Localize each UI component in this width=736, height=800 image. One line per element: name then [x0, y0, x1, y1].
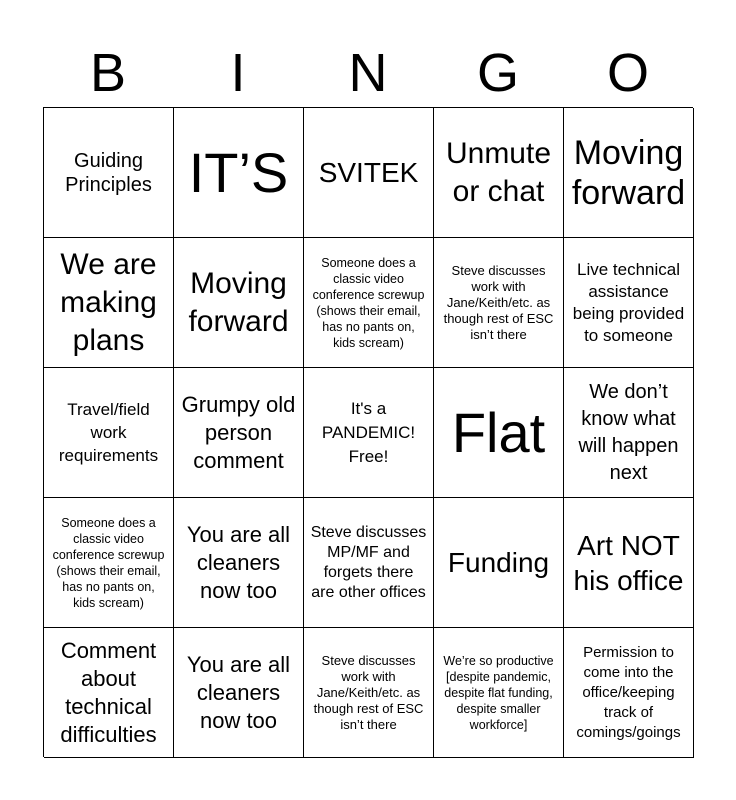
bingo-cell-r3c4[interactable]: [434, 368, 564, 498]
bingo-cell-r3c2[interactable]: [174, 368, 304, 498]
bingo-cell-text: Comment about technical difficulties: [60, 637, 157, 747]
header-letter-g: G: [476, 43, 519, 103]
bingo-cell-r2c5[interactable]: [564, 238, 694, 368]
bingo-cell-r2c1[interactable]: [44, 238, 174, 368]
bingo-cell-r1c2[interactable]: [174, 108, 304, 238]
bingo-cell-r4c4[interactable]: [434, 498, 564, 628]
header-letter-o: O: [606, 43, 649, 103]
bingo-cell-r4c3[interactable]: [304, 498, 434, 628]
bingo-cell-text: Someone does a classic video conference screwup (shows their email, has no pants on, kids scream): [52, 515, 165, 610]
bingo-cell-r1c3[interactable]: [304, 108, 434, 238]
bingo-cell-r1c4[interactable]: [434, 108, 564, 238]
bingo-cell-text: We don’t know what will happen next: [578, 380, 679, 484]
header-letter-n: N: [348, 43, 388, 103]
bingo-cell-text: We’re so productive [despite pandemic, despite flat funding, despite smaller workforce]: [443, 653, 554, 732]
bingo-cell-r4c1[interactable]: [44, 498, 174, 628]
bingo-cell-text: Guiding Principles: [65, 149, 152, 196]
bingo-cell-r5c5[interactable]: [564, 628, 694, 758]
bingo-cell-text: Travel/field work requirements: [58, 400, 159, 465]
bingo-cell-text: Unmute or chat: [445, 136, 552, 208]
bingo-cell-text: You are all cleaners now too: [186, 651, 291, 733]
bingo-cell-text: Someone does a classic video conference screwup (shows their email, has no pants on, kids scream): [312, 255, 425, 350]
bingo-cell-r3c3[interactable]: [304, 368, 434, 498]
bingo-cell-text: Permission to come into the office/keeping track of comings/goings: [576, 643, 681, 741]
bingo-cell-text: Flat: [451, 400, 546, 464]
bingo-cell-text: Moving forward: [571, 133, 686, 212]
bingo-cell-r1c5[interactable]: [564, 108, 694, 238]
bingo-header: [43, 38, 693, 108]
bingo-cell-r3c1[interactable]: [44, 368, 174, 498]
bingo-cell-r4c5[interactable]: [564, 498, 694, 628]
bingo-cell-text: We are making plans: [60, 247, 157, 357]
header-letter-i: I: [230, 43, 246, 103]
bingo-cell-text: Moving forward: [188, 266, 289, 338]
bingo-cell-text: Steve discusses MP/MF and forgets there are other offices: [310, 523, 427, 601]
bingo-cell-text: It's a PANDEMIC! Free!: [321, 398, 416, 466]
bingo-cell-r2c2[interactable]: [174, 238, 304, 368]
bingo-cell-r2c3[interactable]: [304, 238, 434, 368]
header-letter-b: B: [89, 43, 127, 103]
bingo-cell-text: IT’S: [188, 140, 289, 204]
bingo-cell-r4c2[interactable]: [174, 498, 304, 628]
bingo-cell-r5c1[interactable]: [44, 628, 174, 758]
bingo-board: [43, 107, 693, 757]
bingo-cell-text: Art NOT his office: [573, 529, 684, 596]
bingo-cell-text: Steve discusses work with Jane/Keith/etc. as though rest of ESC isn’t there: [313, 652, 424, 732]
bingo-cell-r5c4[interactable]: [434, 628, 564, 758]
bingo-cell-r1c1[interactable]: [44, 108, 174, 238]
bingo-cell-text: Grumpy old person comment: [181, 391, 296, 473]
bingo-cell-text: Funding: [447, 546, 550, 578]
bingo-cell-r5c3[interactable]: [304, 628, 434, 758]
bingo-cell-r2c4[interactable]: [434, 238, 564, 368]
bingo-cell-text: Live technical assistance being provided to someone: [572, 259, 685, 345]
bingo-cell-r5c2[interactable]: [174, 628, 304, 758]
bingo-cell-text: SVITEK: [318, 156, 419, 188]
bingo-cell-r3c5[interactable]: [564, 368, 694, 498]
bingo-cell-text: You are all cleaners now too: [186, 521, 291, 603]
bingo-cell-text: Steve discusses work with Jane/Keith/etc. as though rest of ESC isn’t there: [443, 262, 554, 342]
